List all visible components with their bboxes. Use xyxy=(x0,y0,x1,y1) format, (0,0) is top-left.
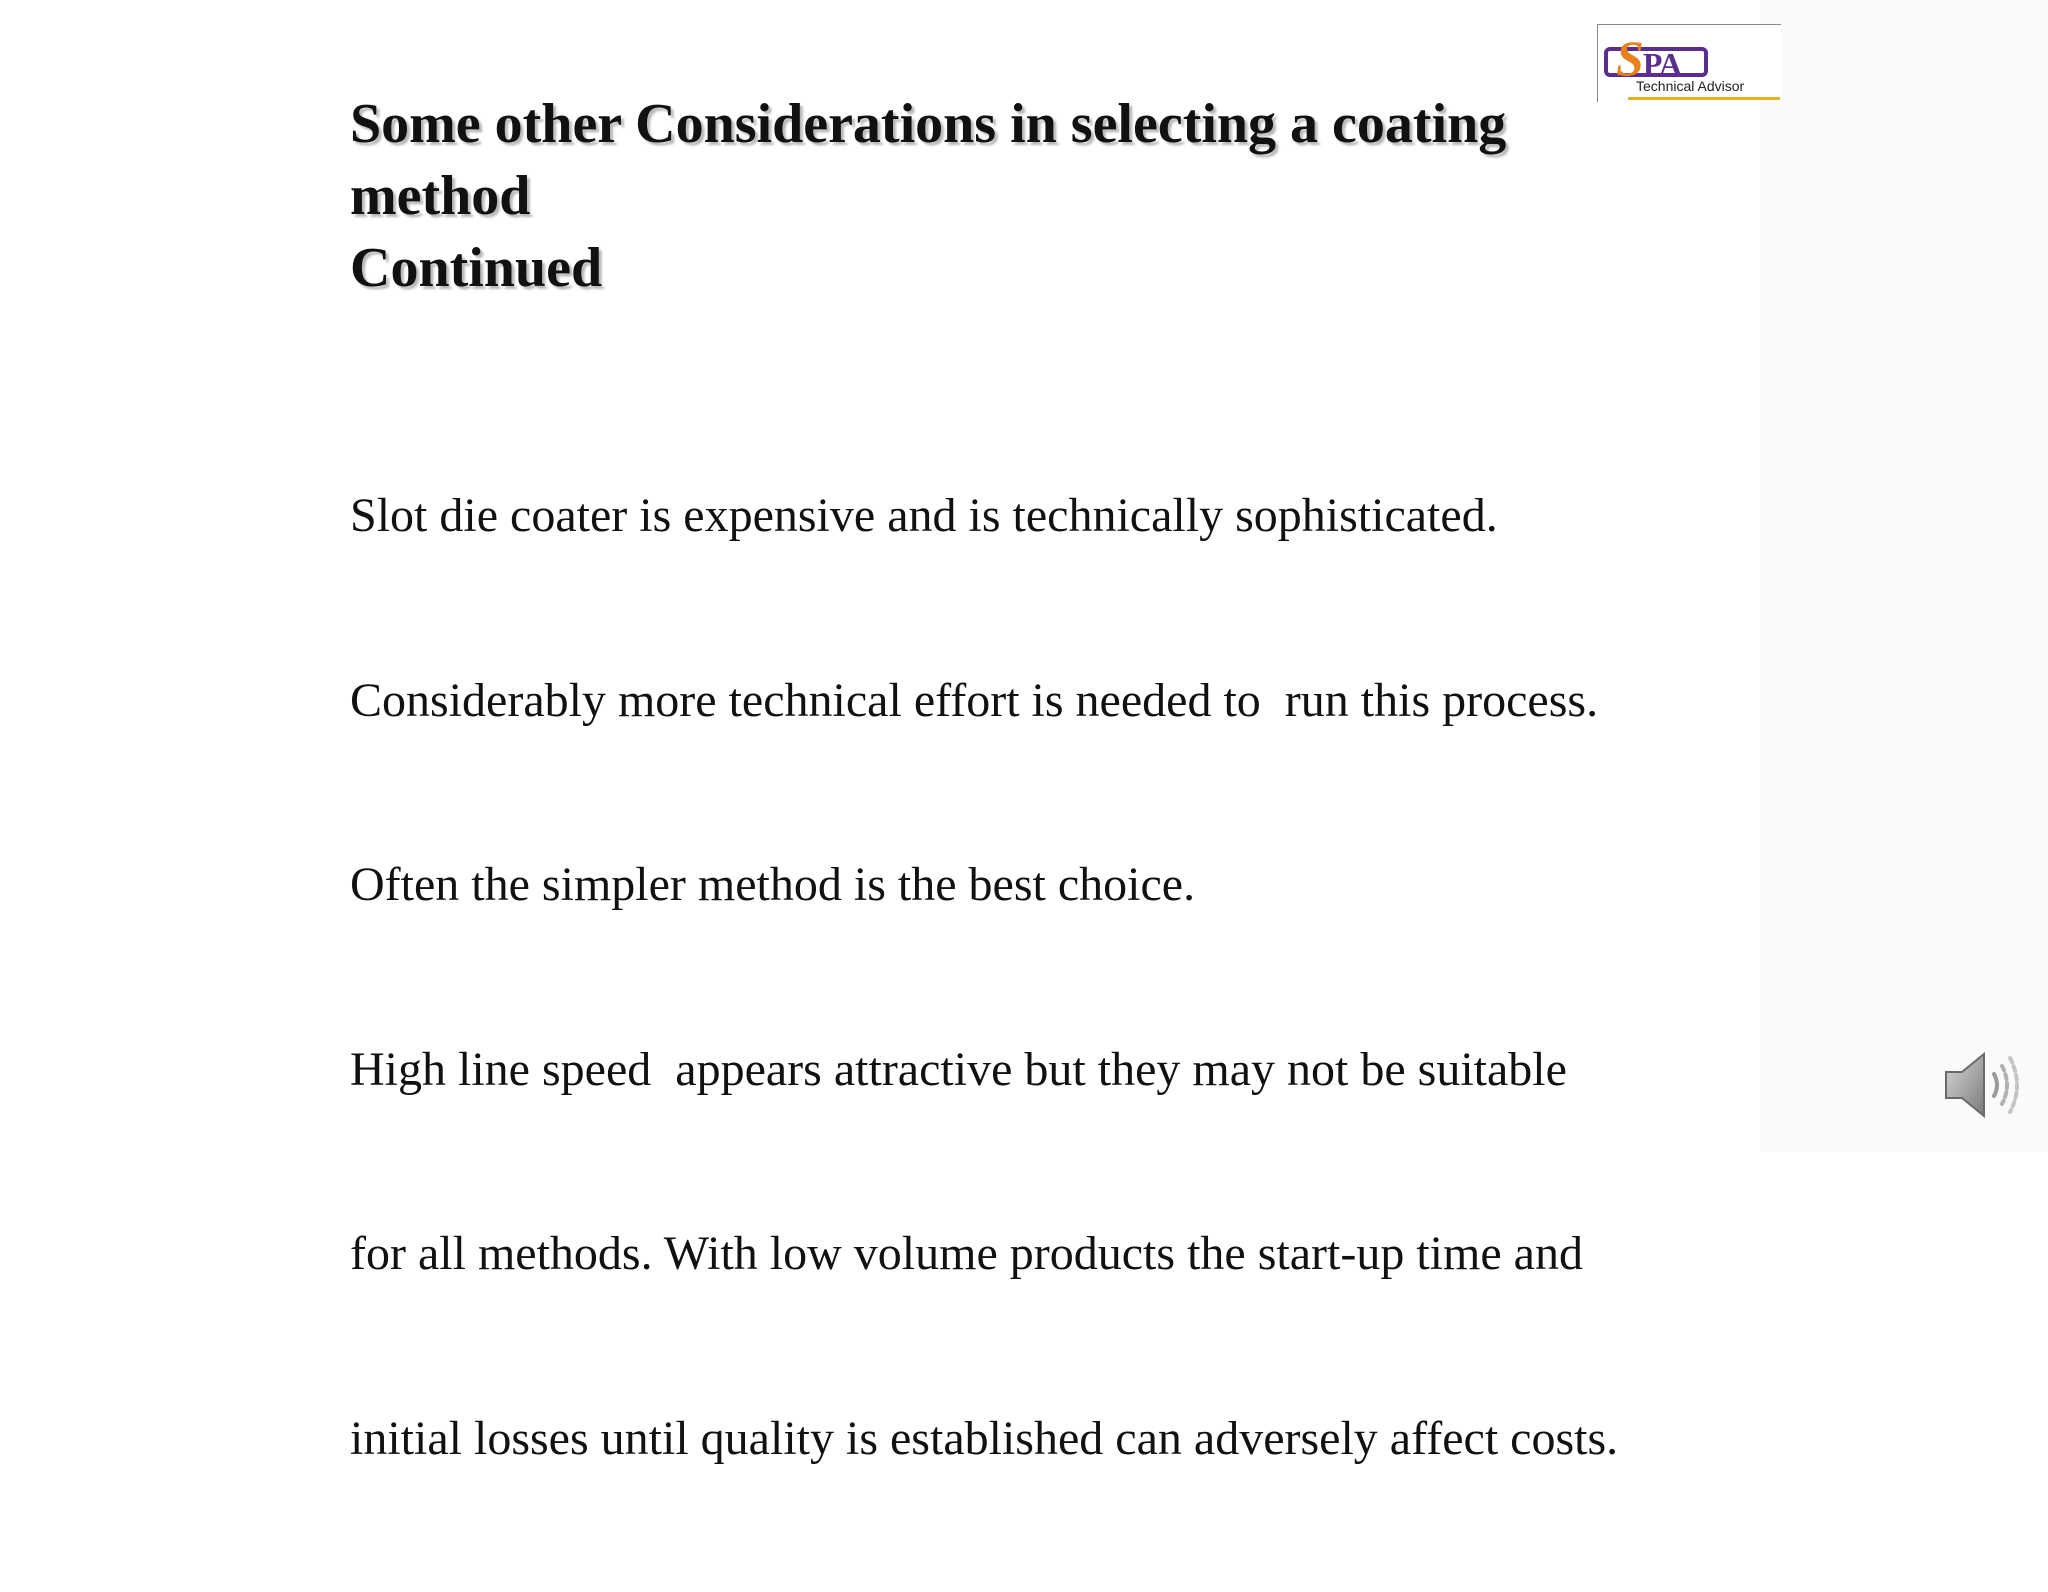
title-line: method xyxy=(350,165,531,227)
logo-letters: SPA xyxy=(1616,30,1682,86)
body-line: Often the simpler method is the best choice. xyxy=(350,858,1196,911)
body-line: High line speed appears attractive but they may not be suitable xyxy=(350,1042,1567,1096)
speaker-icon[interactable] xyxy=(1940,1040,2030,1130)
logo-underline xyxy=(1628,97,1780,100)
body-line: Considerably more technical effort is needed to run this process. xyxy=(350,673,1599,727)
slide-margin-band xyxy=(1760,0,2048,1152)
body-line: Slot die coater is expensive and is technically sophisticated. xyxy=(350,489,1498,542)
slide-body xyxy=(350,362,1750,1592)
body-line: initial losses until quality is established can adversely affect costs. xyxy=(350,1411,1619,1465)
title-line: Some other Considerations in selecting a coating xyxy=(350,93,1507,155)
body-line: for all methods. With low volume products the start-up time and xyxy=(350,1227,1583,1280)
logo-subtitle: Technical Advisor xyxy=(1636,78,1745,94)
title-line: Continued xyxy=(350,237,603,299)
slide-title xyxy=(350,88,1650,304)
